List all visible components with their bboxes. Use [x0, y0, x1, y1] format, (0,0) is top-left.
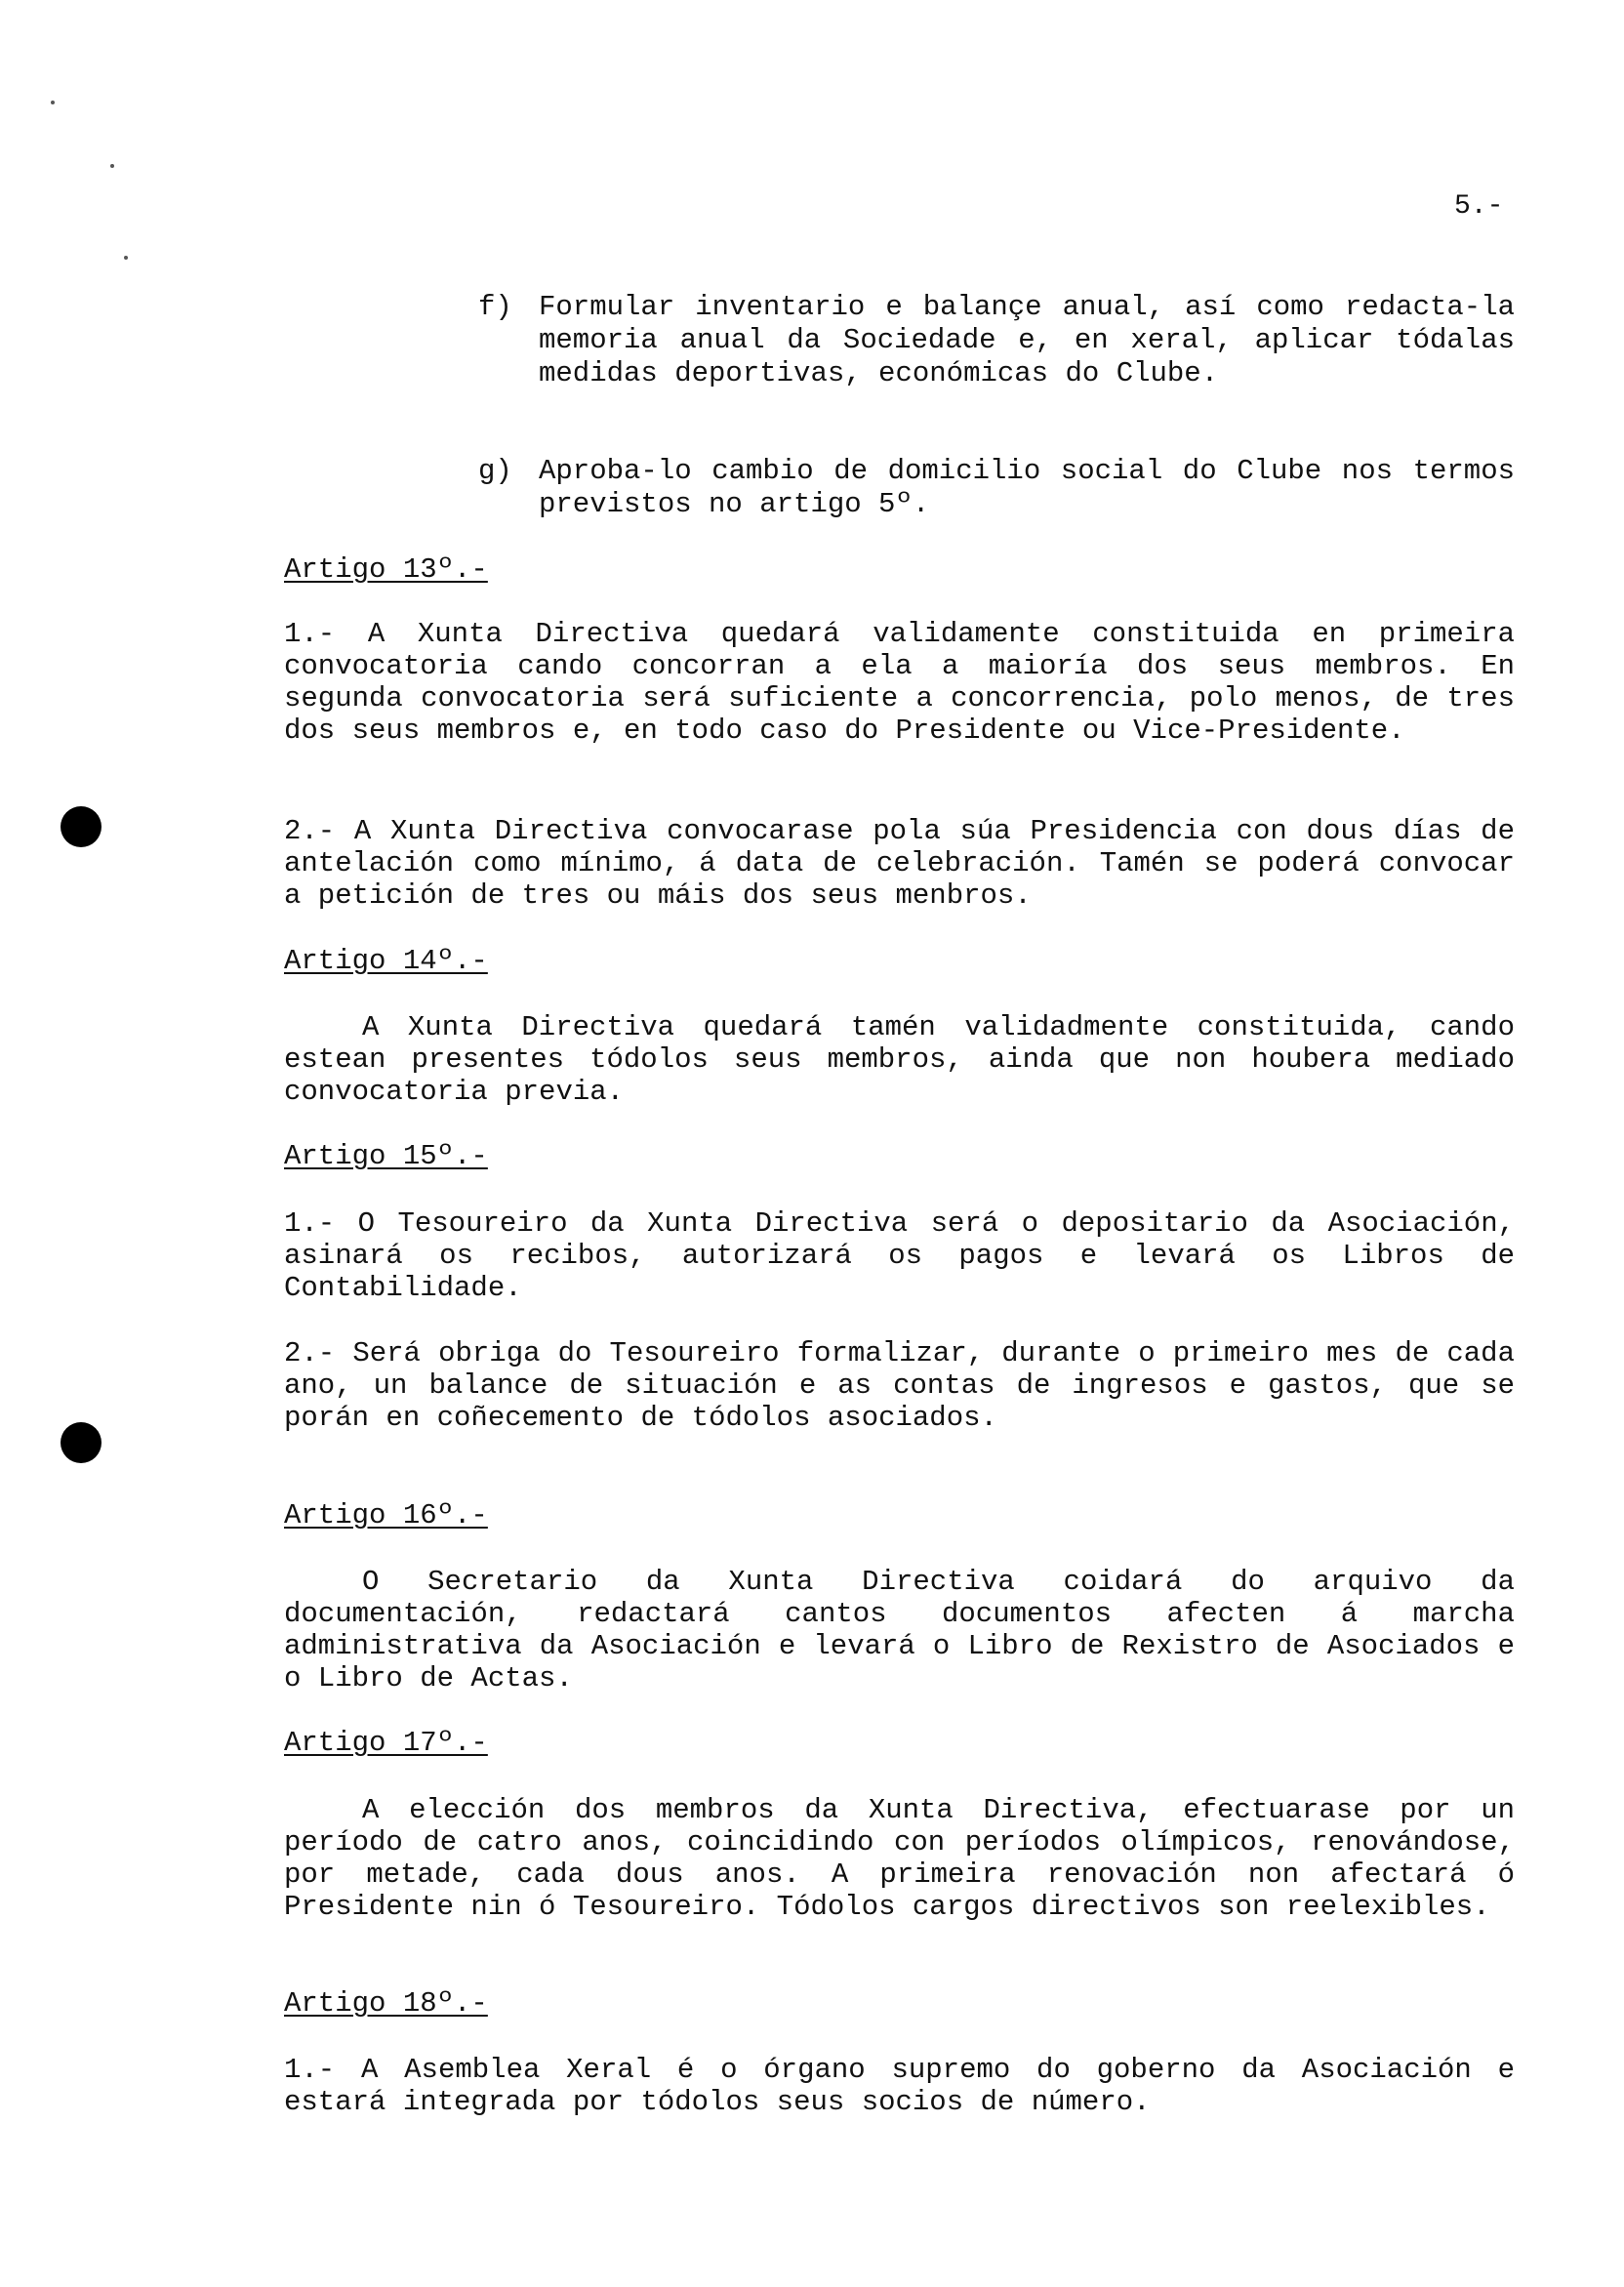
article-18-paragraph-1: 1.- A Asemblea Xeral é o órgano supremo do goberno da Asociación e estará integrada por tódolos seus socios de número. — [284, 2054, 1515, 2118]
article-15-paragraph-1: 1.- O Tesoureiro da Xunta Directiva será o depositario da Asociación, asinará os recibos, autorizará os pagos e levará os Libros de Contabilidade. — [284, 1207, 1515, 1304]
list-item-text: Formular inventario e balançe anual, así como redacta-la memoria anual da Sociedade e, en xeral, aplicar tódalas medidas deportivas, económicas do Clube. — [539, 291, 1515, 389]
article-15-heading: Artigo 15º.- — [284, 1140, 488, 1172]
article-15-paragraph-2: 2.- Será obriga do Tesoureiro formalizar, durante o primeiro mes de cada ano, un balance de situación e as contas de ingresos e gastos, que se porán en coñecemento de tódolos asociados. — [284, 1337, 1515, 1434]
article-17-heading: Artigo 17º.- — [284, 1727, 488, 1759]
article-16-paragraph: O Secretario da Xunta Directiva coidará do arquivo da documentación, redactará cantos documentos afecten á marcha administrativa da Asociación e levará o Libro de Rexistro de Asociados e o Libro de Actas. — [284, 1566, 1515, 1695]
article-13-paragraph-1: 1.- A Xunta Directiva quedará validamente constituida en primeira convocatoria cando concorran a ela a maioría dos seus membros. En segunda convocatoria será suficiente a concorrencia, polo menos, de tres dos seus membros e, en todo caso do Presidente ou Vice-Presidente. — [284, 618, 1515, 747]
list-item-label: g) — [478, 455, 512, 487]
page-number: 5.- — [1454, 191, 1504, 222]
article-13-heading: Artigo 13º.- — [284, 553, 488, 586]
article-13-paragraph-2: 2.- A Xunta Directiva convocarase pola súa Presidencia con dous días de antelación como mínimo, á data de celebración. Tamén se poderá convocar a petición de tres ou máis dos seus menbros. — [284, 815, 1515, 912]
list-item-label: f) — [478, 291, 512, 323]
list-item-text: Aproba-lo cambio de domicilio social do Clube nos termos previstos no artigo 5º. — [539, 455, 1515, 520]
article-16-heading: Artigo 16º.- — [284, 1499, 488, 1531]
article-14-heading: Artigo 14º.- — [284, 945, 488, 977]
scan-speck — [110, 164, 114, 168]
article-18-heading: Artigo 18º.- — [284, 1987, 488, 2020]
article-14-paragraph: A Xunta Directiva quedará tamén validadmente constituida, cando estean presentes tódolos seus membros, ainda que non houbera mediado convocatoria previa. — [284, 1011, 1515, 1108]
article-17-paragraph: A elección dos membros da Xunta Directiva, efectuarase por un período de catro anos, coincidindo con períodos olímpicos, renovándose, por metade, cada dous anos. A primeira renovación non afectará ó Presidente nin ó Tesoureiro. Tódolos cargos directivos son reelexibles. — [284, 1794, 1515, 1923]
punch-hole-bottom — [61, 1422, 102, 1463]
scan-speck — [124, 256, 128, 260]
scan-speck — [51, 101, 55, 104]
punch-hole-top — [61, 806, 102, 847]
